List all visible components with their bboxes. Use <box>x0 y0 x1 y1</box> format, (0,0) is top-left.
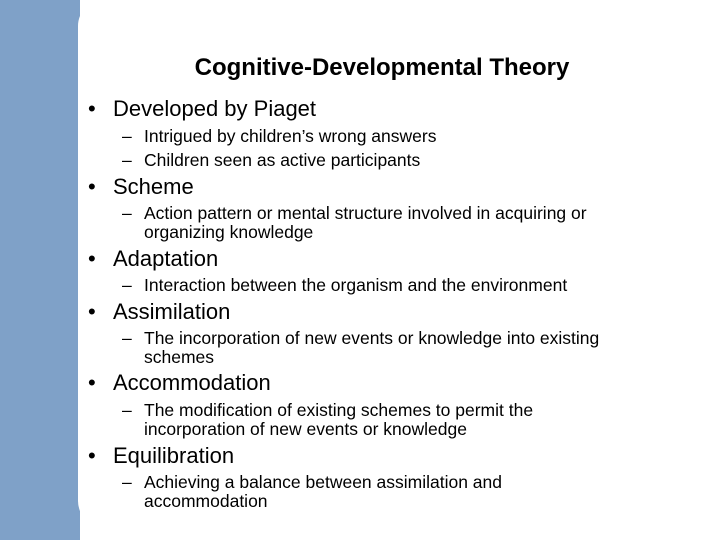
sub-bullet-text-continued: accommodation <box>144 491 268 511</box>
bullet-dot-icon: • <box>88 246 96 271</box>
bullet-item <box>88 247 218 271</box>
sub-bullet-item <box>122 204 587 242</box>
bullet-dot-icon: • <box>88 370 96 395</box>
bullet-label: Accommodation <box>113 370 271 395</box>
bullet-item <box>88 175 194 199</box>
bullet-label: Assimilation <box>113 299 231 324</box>
dash-icon: – <box>122 203 132 223</box>
sub-bullet-text: Intrigued by children’s wrong answers <box>144 126 437 146</box>
dash-icon: – <box>122 328 132 348</box>
sub-bullet-item <box>122 127 436 146</box>
sub-bullet-item <box>122 151 420 170</box>
bullet-dot-icon: • <box>88 96 96 121</box>
dash-icon: – <box>122 150 132 170</box>
sub-bullet-text: Interaction between the organism and the environment <box>144 275 568 295</box>
slide-title: Cognitive-Developmental Theory <box>194 54 570 81</box>
bullet-item <box>88 97 316 121</box>
bullet-item <box>88 444 234 468</box>
sub-bullet-item <box>122 401 533 439</box>
bullet-dot-icon: • <box>88 443 96 468</box>
sub-bullet-text: Action pattern or mental structure involved in acquiring or <box>144 203 587 223</box>
sub-bullet-text-continued: incorporation of new events or knowledge <box>144 419 467 439</box>
sub-bullet-text: Children seen as active participants <box>144 150 421 170</box>
sub-bullet-text: Achieving a balance between assimilation and <box>144 472 503 492</box>
bullet-item <box>88 300 230 324</box>
sub-bullet-text: The incorporation of new events or knowledge into existing <box>144 328 600 348</box>
bullet-label: Scheme <box>113 174 194 199</box>
sub-bullet-item <box>122 473 502 511</box>
bullet-label: Adaptation <box>113 246 219 271</box>
sub-bullet-text-continued: organizing knowledge <box>144 222 314 242</box>
dash-icon: – <box>122 472 132 492</box>
dash-icon: – <box>122 275 132 295</box>
dash-icon: – <box>122 400 132 420</box>
sub-bullet-item <box>122 276 567 295</box>
bullet-item <box>88 371 271 395</box>
sub-bullet-text: The modification of existing schemes to permit the <box>144 400 534 420</box>
bullet-label: Equilibration <box>113 443 235 468</box>
sub-bullet-item <box>122 329 599 367</box>
bullet-dot-icon: • <box>88 174 96 199</box>
sub-bullet-text-continued: schemes <box>144 347 215 367</box>
bullet-dot-icon: • <box>88 299 96 324</box>
bullet-label: Developed by Piaget <box>113 96 317 121</box>
dash-icon: – <box>122 126 132 146</box>
